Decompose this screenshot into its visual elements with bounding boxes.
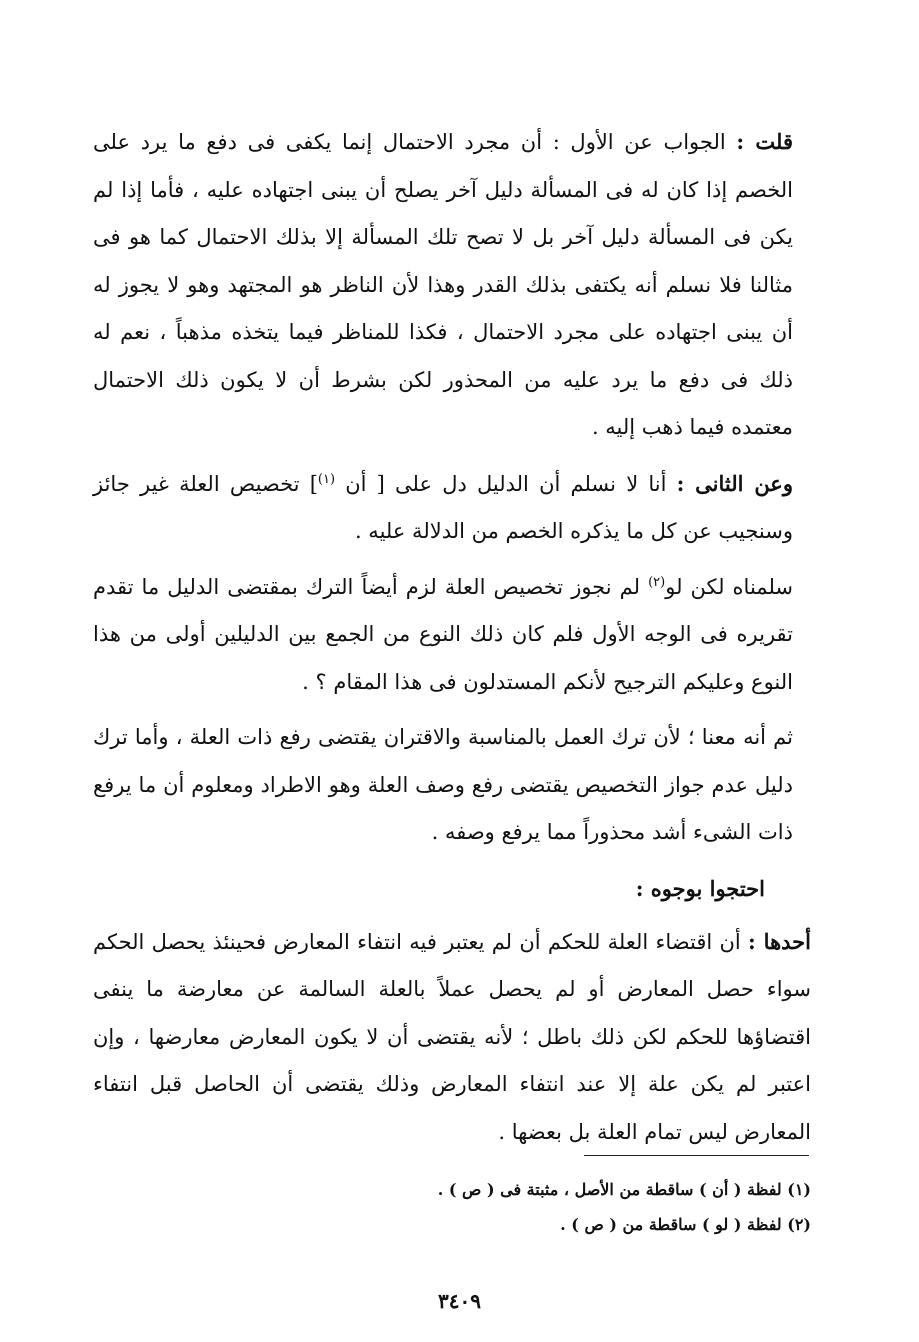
paragraph-text: أن اقتضاء العلة للحكم أن لم يعتبر فيه انتفاء المعارض فحينئذ يحصل الحكم سواء حصل المعارض أو لم يحصل عملاً بالعلة السالمة عن معارضة ما ينفى اقتضاؤها للحكم لكن ذلك باطل ؛ لأنه يقتضى أن لا يكون المعارض معارضها ، وإن اعتبر لم يكن علة إلا عند انتفاء المعارض وذلك يقتضى أن الحاصل قبل انتفاء المعارض ليس تمام العلة بل بعضها . xyxy=(93,929,811,1144)
footnote-1: (١) لفظة ( أن ) ساقطة من الأصل ، مثبتة فى ( ص ) . xyxy=(437,1180,811,1199)
footnote-divider xyxy=(584,1155,809,1156)
paragraph-argument xyxy=(93,714,811,857)
footnote-2: (٢) لفظة ( لو ) ساقطة من ( ص ) . xyxy=(560,1215,811,1234)
paragraph-text: أنا لا نسلم أن الدليل دل على [ أن xyxy=(335,471,677,496)
paragraph-text: ثم أنه معنا ؛ لأن ترك العمل بالمناسبة والاقتران يقتضى رفع ذات العلة ، وأما ترك دليل عدم جواز التخصيص يقتضى رفع وصف العلة وهو الاطراد ومعلوم أن ما يرفع ذات الشىء أشد محذوراً مما يرفع وصفه . xyxy=(93,725,793,844)
page-number: ٣٤٠٩ xyxy=(438,1289,481,1313)
main-text xyxy=(93,118,811,1164)
footnote-marker-1: (١) xyxy=(317,471,336,487)
footnotes xyxy=(300,1172,811,1242)
paragraph-text: ] تخصيص العلة غير جائز وسنجيب عن كل ما يذكره الخصم من الدلالة عليه . xyxy=(93,471,793,543)
paragraph-lead: أحدها : xyxy=(748,928,811,954)
paragraph-lead: وعن الثانى : xyxy=(676,470,793,496)
paragraph-concession xyxy=(93,564,811,707)
footnote-marker-2: (٢) xyxy=(648,574,666,590)
paragraph-first-reason xyxy=(93,918,811,1157)
paragraph-lead: قلت : xyxy=(736,129,793,154)
paragraph-text: سلمناه لكن لو xyxy=(665,574,793,599)
section-heading: احتجوا بوجوه : xyxy=(635,875,765,901)
paragraph-answer-first xyxy=(93,118,811,452)
paragraph-text: لم نجوز تخصيص العلة لزم أيضاً الترك بمقتضى الدليل ما تقدم تقريره فى الوجه الأول فلم كان ذلك النوع من الجمع بين الدليلين أولى من هذا النوع وعليكم الترجيح لأنكم المستدلون فى هذا المقام ؟ . xyxy=(93,574,793,694)
paragraph-text: الجواب عن الأول : أن مجرد الاحتمال إنما يكفى فى دفع ما يرد على الخصم إذا كان له فى المسألة دليل آخر يصلح أن يبنى اجتهاده عليه ، فأما إذا لم يكن فى المسألة دليل آخر بل لا تصح تلك المسألة إلا بذلك الاحتمال كما هو فى مثالنا فلا نسلم أنه يكتفى بذلك القدر وهذا لأن الناظر هو المجتهد وهو لا يجوز له أن يبنى اجتهاده على مجرد الاحتمال ، فكذا للمناظر فيما يتخذه مذهباً ، نعم له ذلك فى دفع ما يرد عليه من المحذور لكن بشرط أن لا يكون ذلك الاحتمال معتمده فيما ذهب إليه . xyxy=(93,130,793,439)
paragraph-answer-second xyxy=(93,460,811,556)
